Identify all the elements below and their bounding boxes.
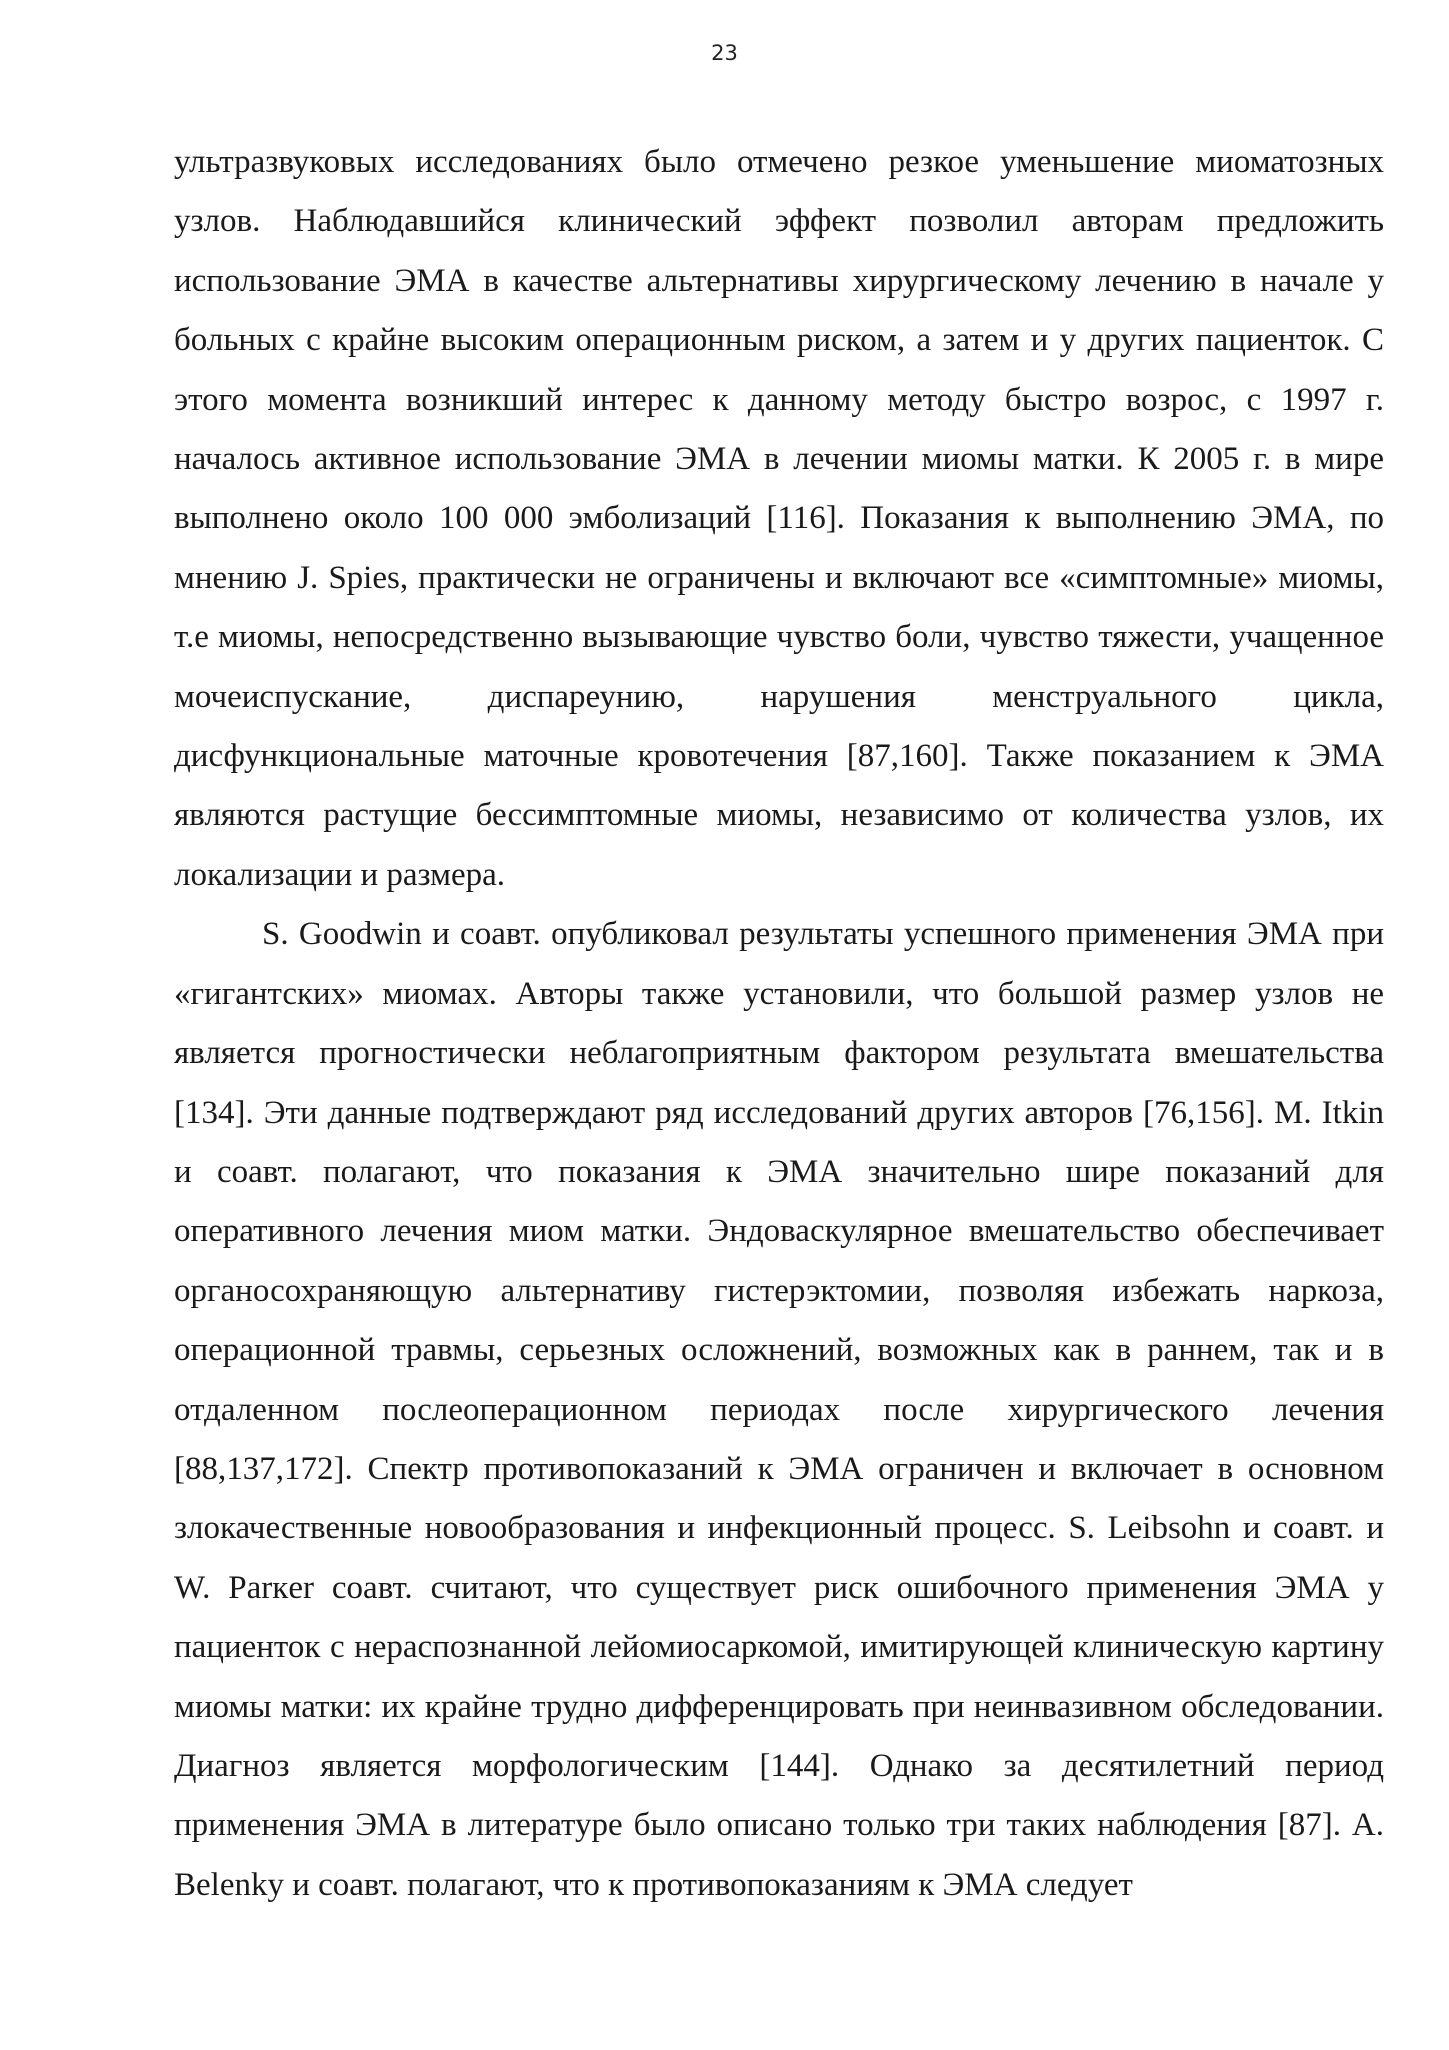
page-number: 23 [711,41,738,65]
paragraph-1: ультразвуковых исследованиях было отмечено резкое уменьшение миоматозных узлов. Наблюдавшийся клинический эффект позволил авторам предложить использование ЭМА в качестве альтернативы хирургическому лечению в начале у больных с крайне высоким операционным риском, а затем и у других пациенток. С этого момента возникший интерес к данному методу быстро возрос, с 1997 г. началось активное использование ЭМА в лечении миомы матки. К 2005 г. в мире выполнено около 100 000 эмболизаций [116]. Показания к выполнению ЭМА, по мнению J. Spies, практически не ограничены и включают все «симптомные» миомы, т.е миомы, непосредственно вызывающие чувство боли, чувство тяжести, учащенное мочеиспускание, диспареунию, нарушения менструального цикла, дисфункциональные маточные кровотечения [87,160]. Также показанием к ЭМА являются растущие бессимптомные миомы, независимо от количества узлов, их локализации и размера. [174,144,1384,893]
paragraph-2: S. Goodwin и соавт. опубликовал результаты успешного применения ЭМА при «гигантских» миомах. Авторы также установили, что большой размер узлов не является прогностически неблагоприятным фактором результата вмешательства [134]. Эти данные подтверждают ряд исследований других авторов [76,156]. M. Itkin и соавт. полагают, что показания к ЭМА значительно шире показаний для оперативного лечения миом матки. Эндоваскулярное вмешательство обеспечивает органосохраняющую альтернативу гистерэктомии, позволяя избежать наркоза, операционной травмы, серьезных осложнений, возможных как в раннем, так и в отдаленном послеоперационном периодах после хирургического лечения [88,137,172]. Спектр противопоказаний к ЭМА ограничен и включает в основном злокачественные новообразования и инфекционный процесс. S. Leibsohn и соавт. и W. Parкer соавт. считают, что существует риск ошибочного применения ЭМА у пациенток с нераспознанной лейомиосаркомой, имитирующей клиническую картину миомы матки: их крайне трудно дифференцировать при неинвазивном обследовании. Диагноз является морфологическим [144]. Однако за десятилетний период применения ЭМА в литературе было описано только три таких наблюдения [87]. A. Belenky и соавт. полагают, что к противопоказаниям к ЭМА следует [174,916,1384,1903]
document-body [174,133,1384,1915]
